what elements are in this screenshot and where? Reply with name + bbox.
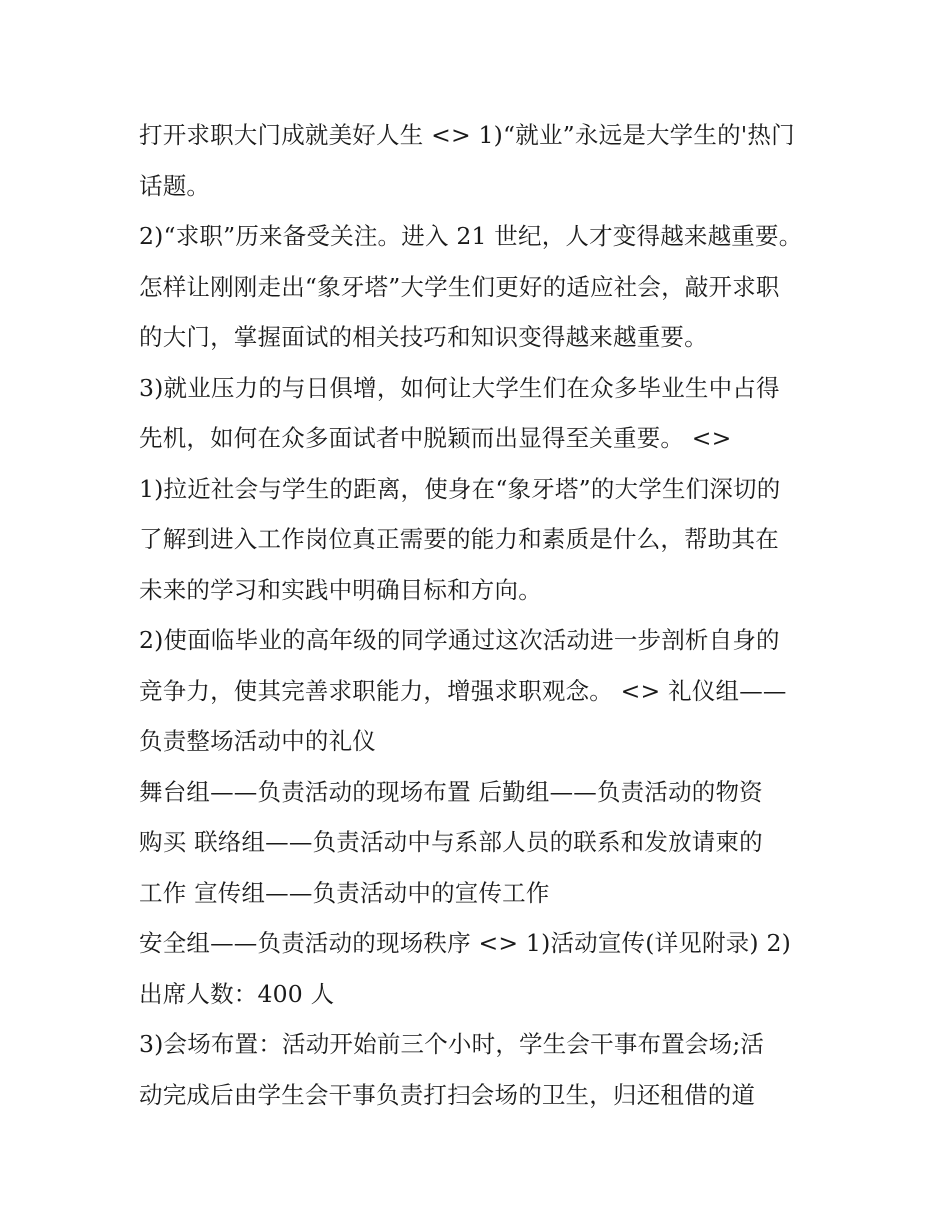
text-line: 的大门，掌握面试的相关技巧和知识变得越来越重要。 xyxy=(139,323,708,351)
text-line: 1)拉近社会与学生的距离，使身在“象牙塔”的大学生们深切的 xyxy=(139,474,781,503)
text-line: 先机，如何在众多面试者中脱颖而出显得至关重要。 <> xyxy=(139,424,732,452)
text-line: 打开求职大门成就美好人生 <> 1)“就业”永远是大学生的'热门 xyxy=(139,121,795,149)
text-line: 了解到进入工作岗位真正需要的能力和素质是什么，帮助其在 xyxy=(139,525,779,553)
document-body xyxy=(139,110,819,1120)
text-line: 出席人数：400 人 xyxy=(139,979,335,1008)
text-line: 竞争力，使其完善求职能力，增强求职观念。 <> 礼仪组—— xyxy=(139,676,787,705)
text-line: 话题。 xyxy=(139,171,211,200)
text-line: 工作 宣传组——负责活动中的宣传工作 xyxy=(139,878,550,907)
text-line: 舞台组——负责活动的现场布置 后勤组——负责活动的物资 xyxy=(139,777,763,806)
text-line: 负责整场活动中的礼仪 xyxy=(139,727,376,755)
text-line: 2)“求职”历来备受关注。进入 21 世纪，人才变得越来越重要。 xyxy=(139,222,803,250)
text-line: 购买 联络组——负责活动中与系部人员的联系和发放请柬的 xyxy=(139,828,763,856)
text-line: 动完成后由学生会干事负责打扫会场的卫生，归还租借的道 xyxy=(139,1080,756,1109)
text-line: 未来的学习和实践中明确目标和方向。 xyxy=(139,575,542,604)
text-line: 怎样让刚刚走出“象牙塔”大学生们更好的适应社会，敲开求职 xyxy=(139,272,780,301)
text-line: 2)使面临毕业的高年级的同学通过这次活动进一步剖析自身的 xyxy=(139,626,780,654)
text-line: 安全组——负责活动的现场秩序 <> 1)活动宣传(详见附录) 2) xyxy=(139,929,791,957)
text-line: 3)就业压力的与日俱增，如何让大学生们在众多毕业生中占得 xyxy=(139,373,780,402)
text-line: 3)会场布置：活动开始前三个小时，学生会干事布置会场;活 xyxy=(139,1030,765,1058)
